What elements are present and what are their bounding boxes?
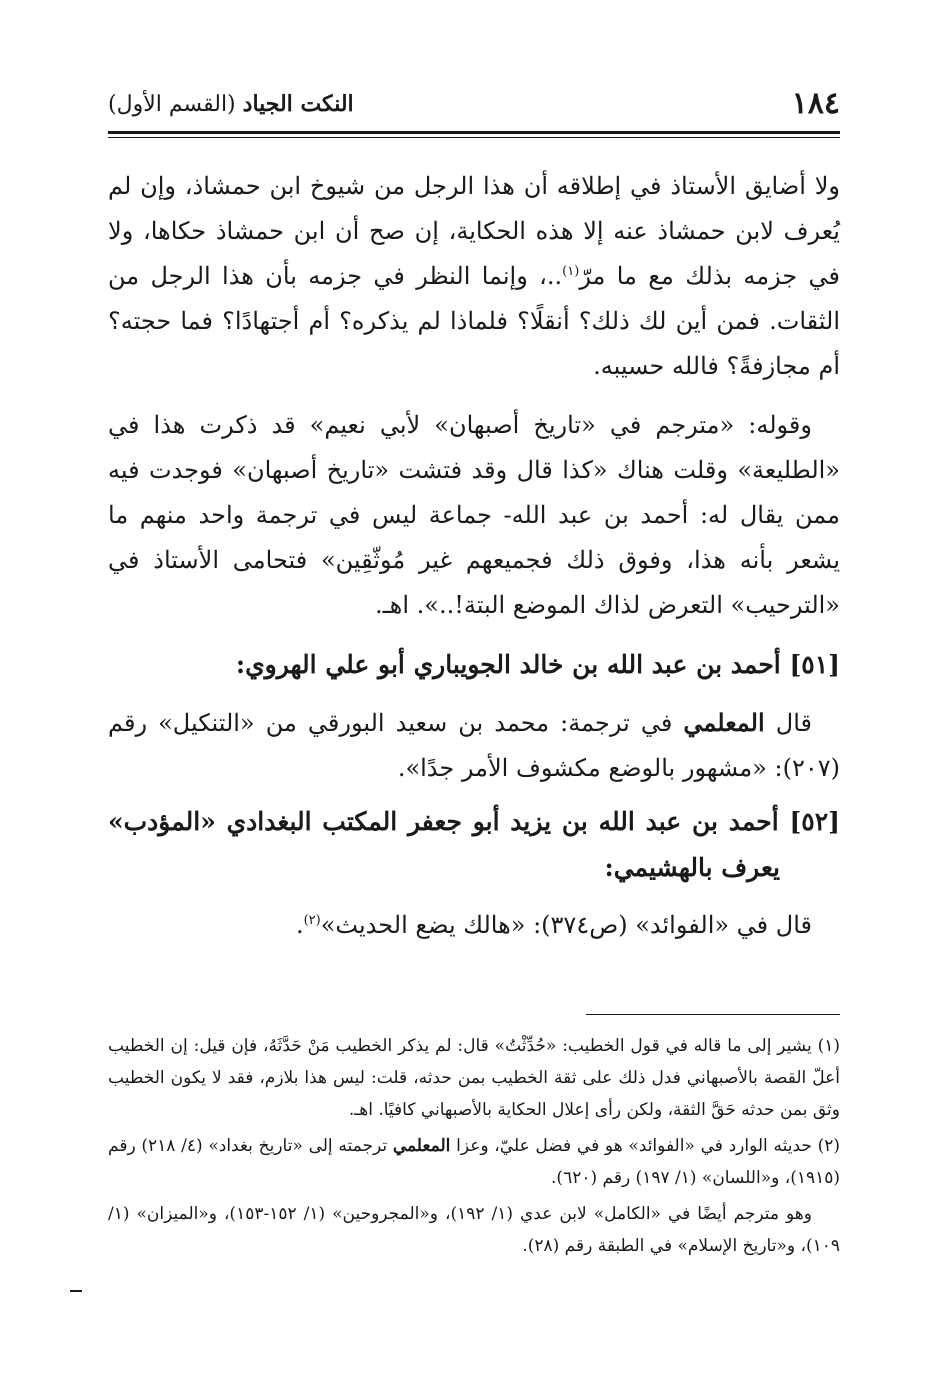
paragraph-1-rest: ..، وإنما النظر في جزمه بأن هذا الرجل من الثقات. فمن أين لك ذلك؟ أنقلًا؟ فلماذا لم يذكره؟ أم أجتهادًا؟ فما حجته؟ أم مجازفةً؟ فالله حسيبه. bbox=[108, 262, 840, 380]
footnote-ref-2[interactable]: (٢) bbox=[303, 913, 321, 928]
footnote-2-pre: (٢) حديثه الوارد في «الفوائد» هو في فضل عليّ، وعزا bbox=[456, 1136, 841, 1156]
margin-mark bbox=[70, 1290, 82, 1292]
footnote-2 bbox=[108, 1130, 840, 1194]
footnote-2-continuation: وهو مترجم أيضًا في «الكامل» لابن عدي (١/ ١٩٢)، و«المجروحين» (١/ ١٥٢-١٥٣)، و«الميزان» (١/ ١٠٩)، و«تاريخ الإسلام» في الطبقة رقم (٢٨). bbox=[108, 1204, 840, 1256]
page-header bbox=[108, 86, 840, 126]
entry-52-heading: [٥٢] أحمد بن عبد الله بن يزيد أبو جعفر المكتب البغدادي «المؤدب» يعرف بالهشيمي: bbox=[108, 807, 840, 882]
header-rule-thick bbox=[108, 131, 840, 134]
running-title-main: النكت الجياد bbox=[242, 91, 354, 117]
entry-51-pre: قال bbox=[775, 709, 812, 737]
page-number: ١٨٤ bbox=[791, 86, 840, 121]
main-text bbox=[108, 164, 840, 956]
running-title bbox=[108, 88, 354, 121]
paragraph-1-text: ولا أضايق الأستاذ في إطلاقه أن هذا الرجل من شيوخ ابن حمشاذ، وإن لم يُعرف لابن حمشاذ عنه إلا هذه الحكاية، إن صح أن ابن حمشاذ حكاها، ولا في جزمه بذلك مع ما مرّ bbox=[108, 172, 840, 290]
header-rule-thin bbox=[108, 137, 840, 138]
footnotes bbox=[108, 1030, 840, 1266]
entry-52-end: . bbox=[295, 911, 304, 939]
entry-51-heading: [٥١] أحمد بن عبد الله بن خالد الجويباري أبو علي الهروي: bbox=[235, 650, 840, 679]
footnote-2-post: ترجمته إلى «تاريخ بغداد» (٤/ ٢١٨) رقم (١٩١٥)، و«اللسان» (١/ ١٩٧) رقم (٦٢٠). bbox=[108, 1136, 840, 1188]
entry-51-scholar-name: المعلمي bbox=[683, 708, 765, 737]
entry-52-body: قال في «الفوائد» (ص٣٧٤): «هالك يضع الحديث» bbox=[320, 911, 812, 939]
entry-51-text bbox=[108, 700, 840, 791]
footnote-separator bbox=[586, 1014, 840, 1015]
paragraph-2: وقوله: «مترجم في «تاريخ أصبهان» لأبي نعيم» قد ذكرت هذا في «الطليعة» وقلت هناك «كذا قال وقد فتشت «تاريخ أصبهان» فوجدت فيه ممن يقال له: أحمد بن عبد الله- جماعة ليس في ترجمة واحد منهم ما يشعر بأنه هذا، وفوق ذلك فجميعهم غير مُوثّقِين» فتحامى الأستاذ في «الترحيب» التعرض لذاك الموضع البتة!..». اهـ. bbox=[108, 411, 840, 619]
running-title-sub: (القسم الأول) bbox=[108, 92, 236, 117]
footnote-2-scholar-name: المعلمي bbox=[392, 1136, 451, 1156]
entry-51-body: في ترجمة: محمد بن سعيد البورقي من «التنكيل» رقم (٢٠٧): «مشهور بالوضع مكشوف الأمر جدًا». bbox=[108, 709, 840, 782]
paragraph-1 bbox=[108, 164, 840, 389]
footnote-ref-1[interactable]: (١) bbox=[562, 264, 580, 279]
entry-52-text bbox=[108, 903, 840, 948]
footnote-1: (١) يشير إلى ما قاله في قول الخطيب: «حُدِّثْتُ» قال: لم يذكر الخطيب مَنْ حَدَّثَهُ، فإن قيل: إن الخطيب أعلّ القصة بالأصبهاني فدل ذلك على ثقة الخطيب بمن حدثه، قلت: ليس هذا بلازم، فقد لا يكون الخطيب وثق بمن حدثه حَقَّ الثقة، ولكن رأى إعلال الحكاية بالأصبهاني كافيًا. اهـ. bbox=[108, 1036, 840, 1120]
